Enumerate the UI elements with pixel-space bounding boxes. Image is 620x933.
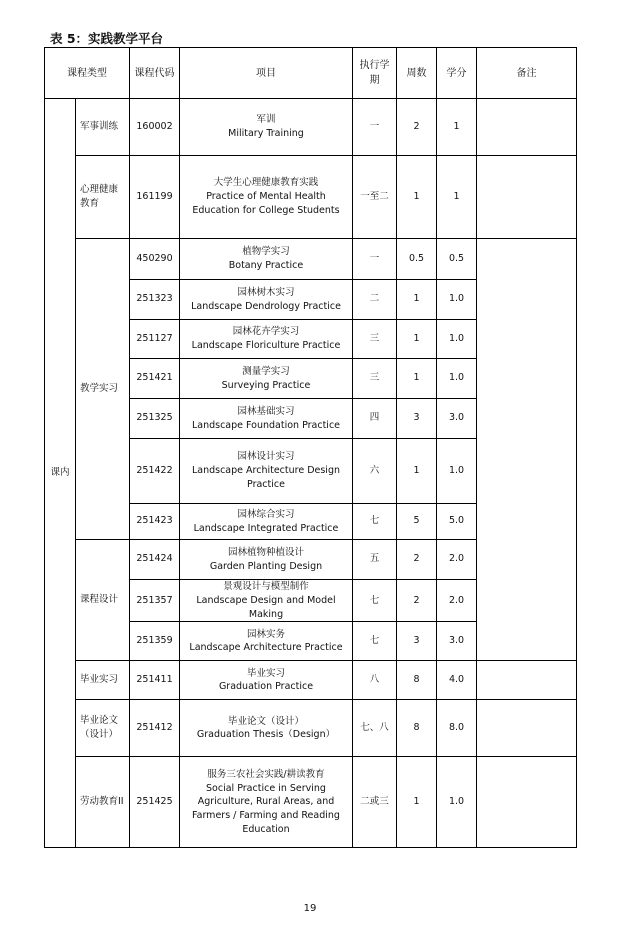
project-name-cn: 园林综合实习 bbox=[237, 508, 295, 520]
project-name-cn: 毕业论文（设计） bbox=[227, 715, 304, 727]
course-code-cell: 251357 bbox=[130, 580, 180, 622]
project-cell bbox=[180, 280, 353, 320]
header-project: 项目 bbox=[180, 48, 353, 99]
category-cell-design: 课程设计 bbox=[76, 540, 130, 661]
project-name-en: Military Training bbox=[228, 128, 304, 139]
project-name-en: Landscape Foundation Practice bbox=[191, 419, 341, 431]
project-name-cn: 园林花卉学实习 bbox=[232, 326, 300, 338]
category-cell-labor: 劳动教育II bbox=[76, 757, 130, 848]
sem-cell: 二 bbox=[353, 280, 397, 320]
project-cell bbox=[180, 320, 353, 359]
project-name-en: Landscape Design and Model Making bbox=[196, 594, 336, 620]
course-code-cell: 251325 bbox=[130, 399, 180, 439]
table-row bbox=[45, 156, 577, 239]
project-name-en: Graduation Thesis（Design） bbox=[196, 729, 336, 741]
course-code-cell: 251411 bbox=[130, 661, 180, 700]
table-row bbox=[45, 700, 577, 757]
weeks-cell: 1 bbox=[397, 156, 437, 239]
table-row bbox=[45, 239, 577, 280]
weeks-cell: 5 bbox=[397, 504, 437, 540]
category-cell-graduation: 毕业实习 bbox=[76, 661, 130, 700]
project-name-en: Landscape Dendrology Practice bbox=[191, 300, 341, 312]
sem-cell: 一 bbox=[353, 99, 397, 156]
credits-cell: 2.0 bbox=[437, 540, 477, 580]
weeks-cell: 3 bbox=[397, 622, 437, 661]
sem-cell: 一 bbox=[353, 239, 397, 280]
sem-cell: 三 bbox=[353, 320, 397, 359]
course-code-cell: 251412 bbox=[130, 700, 180, 757]
header-notes: 备注 bbox=[477, 48, 577, 99]
credits-cell: 8.0 bbox=[437, 700, 477, 757]
project-name-cn: 大学生心理健康教育实践 bbox=[213, 177, 319, 189]
course-code-cell: 251424 bbox=[130, 540, 180, 580]
category-cell-mental: 心理健康教育 bbox=[76, 156, 130, 239]
sem-cell: 七 bbox=[353, 622, 397, 661]
project-cell bbox=[180, 540, 353, 580]
project-name-en: Practice of Mental Health Education for College Students bbox=[192, 191, 340, 216]
credits-cell: 1.0 bbox=[437, 280, 477, 320]
header-semester: 执行学期 bbox=[353, 48, 397, 99]
project-name-cn: 军训 bbox=[256, 114, 276, 126]
project-name-cn: 植物学实习 bbox=[242, 246, 290, 258]
weeks-cell: 1 bbox=[397, 757, 437, 848]
practice-platform-table bbox=[44, 47, 577, 848]
sem-cell: 七 bbox=[353, 504, 397, 540]
project-name-cn: 园林树木实习 bbox=[237, 286, 295, 298]
sem-cell: 七、八 bbox=[353, 700, 397, 757]
course-code-cell: 251323 bbox=[130, 280, 180, 320]
project-name-cn: 园林设计实习 bbox=[237, 451, 295, 463]
weeks-cell: 0.5 bbox=[397, 239, 437, 280]
weeks-cell: 1 bbox=[397, 320, 437, 359]
project-name-cn: 测量学实习 bbox=[242, 365, 290, 377]
header-row bbox=[45, 48, 577, 99]
project-name-cn: 园林实务 bbox=[246, 628, 285, 640]
project-name-en: Graduation Practice bbox=[218, 681, 314, 693]
weeks-cell: 1 bbox=[397, 280, 437, 320]
weeks-cell: 2 bbox=[397, 580, 437, 622]
course-code-cell: 251425 bbox=[130, 757, 180, 848]
sem-cell: 七 bbox=[353, 580, 397, 622]
weeks-cell: 2 bbox=[397, 99, 437, 156]
sem-cell: 六 bbox=[353, 439, 397, 504]
weeks-cell: 8 bbox=[397, 700, 437, 757]
notes-cell bbox=[477, 156, 577, 239]
project-cell bbox=[180, 661, 353, 700]
weeks-cell: 3 bbox=[397, 399, 437, 439]
weeks-cell: 1 bbox=[397, 439, 437, 504]
project-name-en: Botany Practice bbox=[228, 260, 304, 271]
project-name-cn: 景观设计与模型制作 bbox=[223, 581, 309, 592]
project-cell bbox=[180, 504, 353, 540]
course-code-cell: 160002 bbox=[130, 99, 180, 156]
category-cell-teaching: 教学实习 bbox=[76, 239, 130, 540]
project-cell bbox=[180, 399, 353, 439]
credits-cell: 5.0 bbox=[437, 504, 477, 540]
project-name-en: Social Practice in Serving Agriculture, Rural Areas, and Farmers / Farming and Reading Education bbox=[192, 782, 340, 835]
project-cell bbox=[180, 439, 353, 504]
project-cell bbox=[180, 99, 353, 156]
credits-cell: 1 bbox=[437, 156, 477, 239]
weeks-cell: 2 bbox=[397, 540, 437, 580]
course-code-cell: 450290 bbox=[130, 239, 180, 280]
header-course-type: 课程类型 bbox=[45, 48, 130, 99]
project-name-cn: 服务三农社会实践/耕读教育 bbox=[207, 768, 325, 780]
sem-cell: 四 bbox=[353, 399, 397, 439]
project-name-en: Landscape Integrated Practice bbox=[193, 522, 339, 534]
sem-cell: 三 bbox=[353, 359, 397, 399]
notes-cell bbox=[477, 700, 577, 757]
credits-cell: 1.0 bbox=[437, 439, 477, 504]
sem-cell: 八 bbox=[353, 661, 397, 700]
notes-cell bbox=[477, 239, 577, 661]
project-cell bbox=[180, 700, 353, 757]
credits-cell: 2.0 bbox=[437, 580, 477, 622]
notes-cell bbox=[477, 757, 577, 848]
page-number: 19 bbox=[303, 903, 317, 914]
project-name-cn: 园林植物种植设计 bbox=[227, 546, 304, 558]
sem-cell: 二或三 bbox=[353, 757, 397, 848]
project-name-cn: 毕业实习 bbox=[246, 667, 285, 679]
credits-cell: 3.0 bbox=[437, 399, 477, 439]
table-row bbox=[45, 757, 577, 848]
course-code-cell: 251127 bbox=[130, 320, 180, 359]
notes-cell bbox=[477, 99, 577, 156]
course-code-cell: 161199 bbox=[130, 156, 180, 239]
header-course-code: 课程代码 bbox=[130, 48, 180, 99]
project-name-en: Landscape Floriculture Practice bbox=[191, 340, 341, 351]
project-cell bbox=[180, 622, 353, 661]
course-code-cell: 251359 bbox=[130, 622, 180, 661]
weeks-cell: 8 bbox=[397, 661, 437, 700]
category-cell-military: 军事训练 bbox=[76, 99, 130, 156]
project-name-en: Surveying Practice bbox=[221, 379, 311, 391]
credits-cell: 1.0 bbox=[437, 320, 477, 359]
project-cell bbox=[180, 359, 353, 399]
project-cell bbox=[180, 580, 353, 622]
weeks-cell: 1 bbox=[397, 359, 437, 399]
sem-cell: 五 bbox=[353, 540, 397, 580]
category-cell-thesis: 毕业论文（设计） bbox=[76, 700, 130, 757]
notes-cell bbox=[477, 661, 577, 700]
project-name-en: Garden Planting Design bbox=[209, 560, 323, 572]
credits-cell: 0.5 bbox=[437, 239, 477, 280]
project-name-en: Landscape Architecture Design Practice bbox=[191, 465, 341, 490]
table-row bbox=[45, 661, 577, 700]
credits-cell: 1.0 bbox=[437, 359, 477, 399]
credits-cell: 1.0 bbox=[437, 757, 477, 848]
main-category-cell: 课内 bbox=[45, 99, 76, 848]
course-code-cell: 251422 bbox=[130, 439, 180, 504]
table-title: 表 5：实践教学平台 bbox=[50, 31, 164, 46]
project-name-cn: 园林基础实习 bbox=[237, 405, 295, 417]
header-credits: 学分 bbox=[437, 48, 477, 99]
sem-cell: 一至二 bbox=[353, 156, 397, 239]
credits-cell: 4.0 bbox=[437, 661, 477, 700]
project-cell bbox=[180, 239, 353, 280]
credits-cell: 3.0 bbox=[437, 622, 477, 661]
course-code-cell: 251421 bbox=[130, 359, 180, 399]
credits-cell: 1 bbox=[437, 99, 477, 156]
course-code-cell: 251423 bbox=[130, 504, 180, 540]
table-row bbox=[45, 99, 577, 156]
header-weeks: 周数 bbox=[397, 48, 437, 99]
project-cell bbox=[180, 156, 353, 239]
project-name-en: Landscape Architecture Practice bbox=[189, 642, 343, 654]
project-cell bbox=[180, 757, 353, 848]
